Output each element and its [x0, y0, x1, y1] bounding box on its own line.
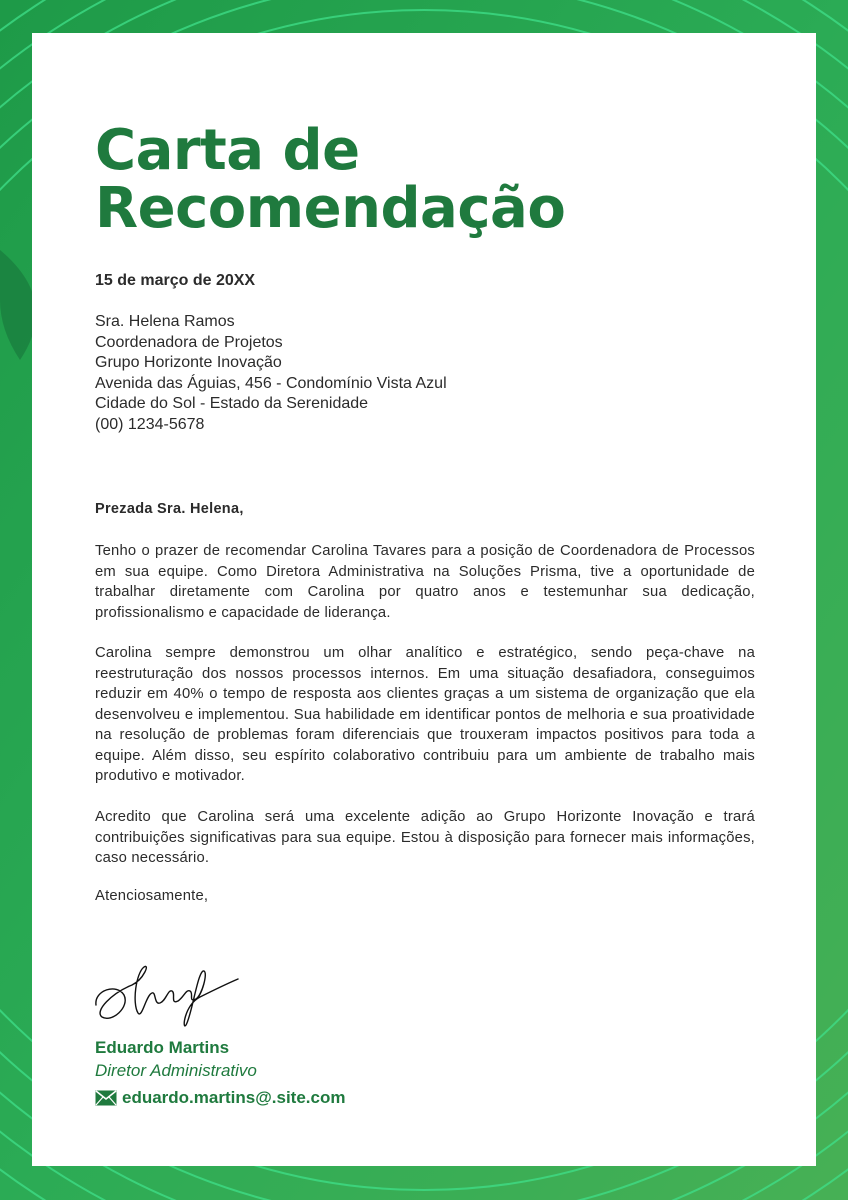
recipient-city: Cidade do Sol - Estado da Serenidade	[95, 395, 369, 412]
email-row	[95, 1088, 345, 1108]
letter-title	[95, 118, 566, 241]
letter-date: 15 de março de 20XX	[95, 272, 256, 289]
signer-role: Diretor Administrativo	[95, 1061, 257, 1080]
signer-email[interactable]: eduardo.martins@.site.com	[122, 1088, 346, 1107]
recipient-phone: (00) 1234-5678	[95, 415, 205, 433]
closing: Atenciosamente,	[95, 888, 209, 904]
paragraph-3: Acredito que Carolina será uma excelente adição ao Grupo Horizonte Inovação e trará contribuições significativas para sua equipe. Estou à disposição para fornecer mais informações, caso necessário.	[95, 809, 755, 866]
paragraph-2: Carolina sempre demonstrou um olhar analítico e estratégico, sendo peça-chave na reestruturação dos nossos processos internos. Em uma situação desafiadora, conseguimos reduzir em 40% o tempo de resposta aos clientes graças a um sistema de organização que ela desenvolveu e implementou. Sua habilidade em identificar pontos de melhoria e sua proatividade na resolução de problemas foram diferenciais que trouxeram impactos positivos para toda a equipe. Além disso, seu espírito colaborativo contribuiu para um ambiente de trabalho mais produtivo e motivador.	[95, 645, 755, 784]
signature-image	[92, 955, 242, 1030]
recipient-address	[95, 312, 695, 435]
title-line-1: Carta de	[95, 118, 360, 183]
recipient-role: Coordenadora de Projetos	[95, 333, 283, 351]
recipient-street: Avenida das Águias, 456 - Condomínio Vista Azul	[95, 374, 447, 392]
envelope-icon	[95, 1090, 117, 1106]
signer-name: Eduardo Martins	[95, 1038, 230, 1057]
title-line-2: Recomendação	[95, 176, 566, 241]
recipient-name: Sra. Helena Ramos	[95, 313, 235, 330]
salutation: Prezada Sra. Helena,	[95, 501, 244, 517]
recipient-company: Grupo Horizonte Inovação	[95, 354, 282, 371]
paragraph-1: Tenho o prazer de recomendar Carolina Tavares para a posição de Coordenadora de Processos em sua equipe. Como Diretora Administrativa na Soluções Prisma, tive a oportunidade de trabalhar diretamente com Carolina por quatro anos e testemunhar sua dedicação, profissionalismo e capacidade de liderança.	[95, 543, 755, 621]
